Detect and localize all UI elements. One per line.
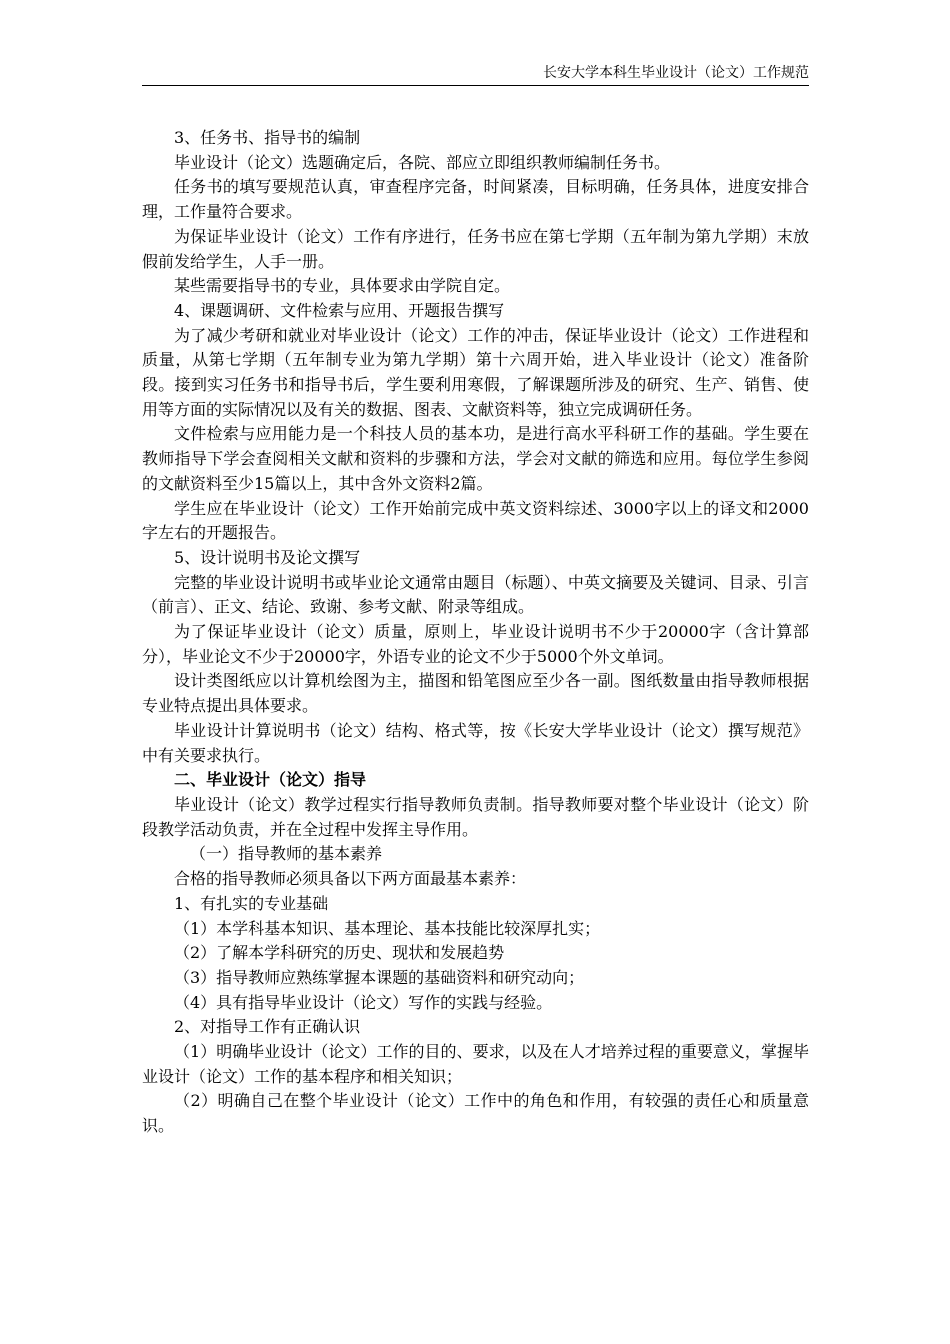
paragraph: 毕业设计（论文）选题确定后，各院、部应立即组织教师编制任务书。 <box>174 152 671 172</box>
header-title: 长安大学本科生毕业设计（论文）工作规范 <box>543 65 809 81</box>
page-header <box>142 0 809 86</box>
section-heading: 5、设计说明书及论文撰写 <box>174 547 361 567</box>
subsection-heading: （一）指导教师的基本素养 <box>190 844 383 864</box>
paragraph: 为了保证毕业设计（论文）质量，原则上，毕业设计说明书不少于20000字（含计算部分），毕业论文不少于20000字，外语专业的论文不少于5000个外文单词。 <box>142 622 809 666</box>
paragraph: 完整的毕业设计说明书或毕业论文通常由题目（标题）、中英文摘要及关键词、目录、引言（前言）、正文、结论、致谢、参考文献、附录等组成。 <box>142 572 809 617</box>
paragraph: 设计类图纸应以计算机绘图为主，描图和铅笔图应至少各一副。图纸数量由指导教师根据专业特点提出具体要求。 <box>142 671 809 716</box>
section-heading: 3、任务书、指导书的编制 <box>174 128 361 147</box>
paragraph: 学生应在毕业设计（论文）工作开始前完成中英文资料综述、3000字以上的译文和2000字左右的开题报告。 <box>142 498 809 543</box>
paragraph: 为保证毕业设计（论文）工作有序进行，任务书应在第七学期（五年制为第九学期）末放假前发给学生，人手一册。 <box>142 226 809 271</box>
paragraph: 毕业设计计算说明书（论文）结构、格式等，按《长安大学毕业设计（论文）撰写规范》中有关要求执行。 <box>142 720 809 765</box>
list-item: （3）指导教师应熟练掌握本课题的基础资料和研究动向； <box>174 967 585 987</box>
paragraph: 某些需要指导书的专业，具体要求由学院自定。 <box>174 276 511 296</box>
list-item: （1）本学科基本知识、基本理论、基本技能比较深厚扎实； <box>174 918 601 938</box>
paragraph: 合格的指导教师必须具备以下两方面最基本素养： <box>174 869 527 889</box>
paragraph: 为了减少考研和就业对毕业设计（论文）工作的冲击，保证毕业设计（论文）工作进程和质量，从第七学期（五年制专业为第九学期）第十六周开始，进入毕业设计（论文）准备阶段。接到实习任务书和指导书后，学生要利用寒假，了解课题所涉及的研究、生产、销售、使用等方面的实际情况以及有关的数据、图表、文献资料等，独立完成调研任务。 <box>142 325 809 419</box>
section-heading: 2、对指导工作有正确认识 <box>174 1017 361 1037</box>
paragraph: 任务书的填写要规范认真，审查程序完备，时间紧凑，目标明确，任务具体，进度安排合理，工作量符合要求。 <box>142 177 809 222</box>
list-item: （1）明确毕业设计（论文）工作的目的、要求，以及在人才培养过程的重要意义，掌握毕业设计（论文）工作的基本程序和相关知识； <box>142 1042 809 1086</box>
list-item: （2）明确自己在整个毕业设计（论文）工作中的角色和作用，有较强的责任心和质量意识。 <box>142 1091 809 1136</box>
chapter-heading: 二、毕业设计（论文）指导 <box>174 770 367 790</box>
document-body <box>142 126 809 1139</box>
paragraph: 毕业设计（论文）教学过程实行指导教师负责制。指导教师要对整个毕业设计（论文）阶段教学活动负责，并在全过程中发挥主导作用。 <box>142 794 809 839</box>
header-divider <box>142 85 809 86</box>
list-item: （2）了解本学科研究的历史、现状和发展趋势 <box>174 943 505 963</box>
list-item: （4）具有指导毕业设计（论文）写作的实践与经验。 <box>174 992 553 1012</box>
paragraph: 文件检索与应用能力是一个科技人员的基本功，是进行高水平科研工作的基础。学生要在教师指导下学会查阅相关文献和资料的步骤和方法，学会对文献的筛选和应用。每位学生参阅的文献资料至少15篇以上，其中含外文资料2篇。 <box>142 424 809 493</box>
section-heading: 4、课题调研、文件检索与应用、开题报告撰写 <box>174 300 505 320</box>
section-heading: 1、有扎实的专业基础 <box>174 893 329 913</box>
